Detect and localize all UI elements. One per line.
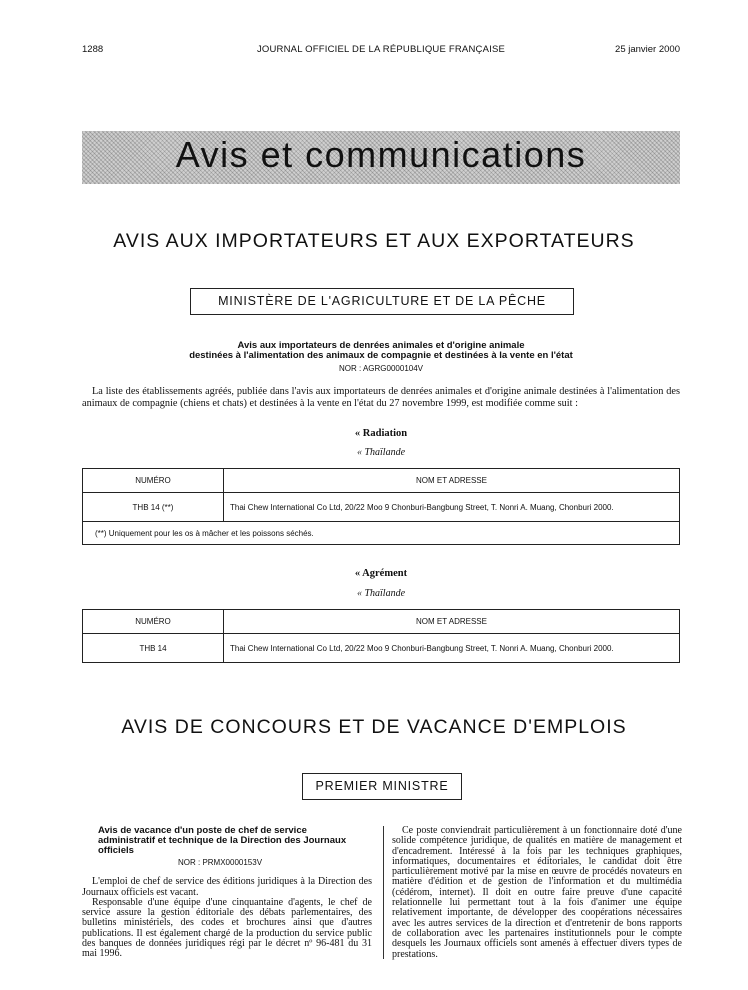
column-header-adresse: NOM ET ADRESSE: [224, 469, 680, 493]
paragraph: Responsable d'une équipe d'une cinquantaine d'agents, le chef de service assure la gestion éditoriale des débats parlementaires, des bulletins ministériels, des codes et brochures ainsi que d'autres publications. Il est également chargé de la production du service public des banques de données juridiques régi par le décret nº 96-481 du 31 mai 1996.: [82, 896, 372, 960]
table-footnote: (**) Uniquement pour les os à mâcher et les poissons séchés.: [83, 522, 680, 545]
column-header-numero: NUMÉRO: [83, 469, 224, 493]
agrement-country: « Thaïlande: [356, 588, 406, 599]
radiation-heading: « Radiation: [354, 428, 408, 439]
issue-date: 25 janvier 2000: [615, 44, 680, 55]
notice-intro: La liste des établissements agréés, publiée dans l'avis aux importateurs de denrées animales et d'origine animale destinées à l'alimentation des animaux de compagnie (chiens et chats) et destinées à la vente en l'état du 27 novembre 1999, est modifiée comme suit :: [82, 386, 680, 409]
table-footnote-row: [83, 522, 680, 545]
left-column: [82, 826, 372, 960]
table-row: [83, 634, 680, 663]
page-number: 1288: [82, 44, 104, 55]
section-title-importers: AVIS AUX IMPORTATEURS ET AUX EXPORTATEURS: [113, 230, 635, 252]
column-header-numero: NUMÉRO: [83, 610, 224, 634]
row-numero: THB 14: [83, 634, 224, 663]
column-divider: [383, 826, 384, 959]
running-head: [82, 44, 680, 58]
paragraph: Ce poste conviendrait particulièrement à un fonctionnaire doté d'une solide compétence juridique, de qualités en matière de management et d'encadrement. Intéressé à la fois par les techniques graphiques, informatiques, documentaires et éditoriales, le candidat doit être particulièrement motivé par la mise en œuvre de procédés novateurs en matière d'édition et de gestion de l'information et du multimédia (cédérom, internet). Il doit en outre faire preuve d'une capacité relationnelle lui permettant tout à la fois d'animer une équipe relativement importante, de développer des coopérations nécessaires avec les autres services de la direction et d'entretenir de bons rapports de collaboration avec les partenaires institutionnels pour le compte desquels les Journaux officiels sont amenés à effectuer divers types de prestations.: [392, 825, 682, 960]
notice-title-line1: Avis aux importateurs de denrées animales et d'origine animale: [237, 340, 525, 351]
right-column: [392, 826, 682, 960]
notice-title-line2: destinées à l'alimentation des animaux de compagnie et destinées à la vente en l'état: [189, 350, 573, 361]
section-title-vacancies: AVIS DE CONCOURS ET DE VACANCE D'EMPLOIS: [121, 716, 627, 738]
journal-title: JOURNAL OFFICIEL DE LA RÉPUBLIQUE FRANÇAISE: [256, 44, 506, 55]
radiation-country: « Thaïlande: [356, 447, 406, 458]
row-numero: THB 14 (**): [83, 493, 224, 522]
agrement-heading: « Agrément: [354, 568, 408, 579]
column-header-adresse: NOM ET ADRESSE: [224, 610, 680, 634]
table-header-row: [83, 469, 680, 493]
nor-reference: NOR : AGRG0000104V: [338, 364, 424, 373]
ministry-box: MINISTÈRE DE L'AGRICULTURE ET DE LA PÊCHE: [190, 288, 574, 315]
table-header-row: [83, 610, 680, 634]
vacancy-title: Avis de vacance d'un poste de chef de service administratif et technique de la Direction des Journaux officiels: [98, 825, 347, 856]
paragraph: L'emploi de chef de service des éditions juridiques à la Direction des Journaux officiels est vacant.: [82, 876, 372, 898]
radiation-table: [82, 468, 680, 545]
nor-reference: NOR : PRMX0000153V: [178, 858, 263, 867]
row-adresse: Thai Chew International Co Ltd, 20/22 Moo 9 Chonburi-Bangbung Street, T. Nonri A. Muang, Chonburi 2000.: [224, 634, 680, 663]
section-banner: [82, 131, 680, 184]
ministry-box: PREMIER MINISTRE: [302, 773, 462, 800]
banner-title: Avis et communications: [175, 134, 587, 175]
table-row: [83, 493, 680, 522]
row-adresse: Thai Chew International Co Ltd, 20/22 Moo 9 Chonburi-Bangbung Street, T. Nonri A. Muang, Chonburi 2000.: [224, 493, 680, 522]
agrement-table: [82, 609, 680, 663]
